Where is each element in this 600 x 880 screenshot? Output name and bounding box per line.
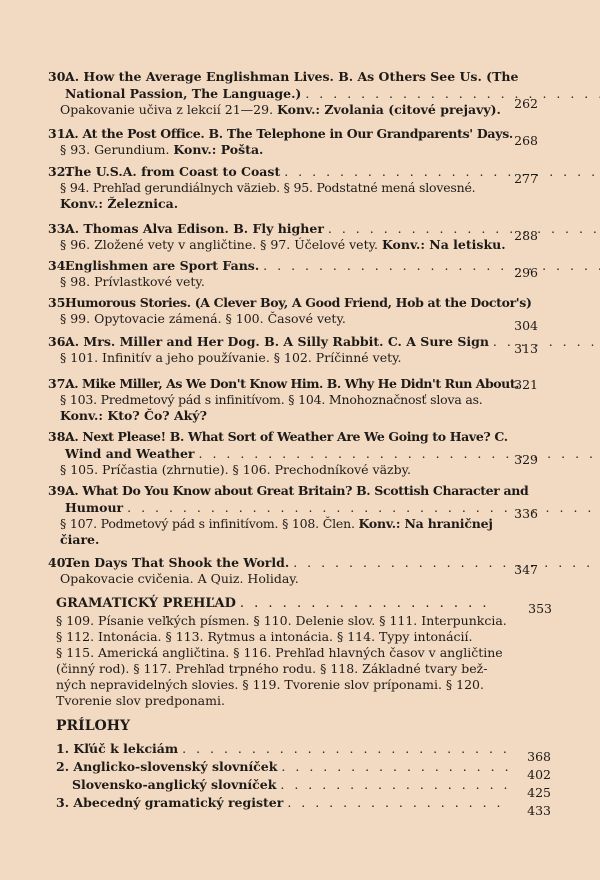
entry-number: 40. xyxy=(48,555,70,570)
entry-page: 336 xyxy=(514,506,538,521)
entry-title: A. Thomas Alva Edison. B. Fly higher xyxy=(65,221,324,236)
entry-sub: Opakovanie učiva z lekcií 21—29. xyxy=(60,102,274,117)
entry-sub-bold: Konv.: Kto? Čo? Aký? xyxy=(60,408,207,423)
entry-sub: § 105. Príčastia (zhrnutie). § 106. Prechodníkové väzby. xyxy=(60,462,412,477)
entry-sub: § 103. Predmetový pád s infinitívom. § 104. Mnohoznačnosť slova as. xyxy=(60,392,483,407)
grammar-body xyxy=(56,613,516,709)
appendix-page: 433 xyxy=(527,803,551,818)
toc-entry-30 xyxy=(48,68,550,118)
grammar-page: 353 xyxy=(528,601,552,616)
appendix-page: 402 xyxy=(527,767,551,782)
entry-number: 35. xyxy=(48,295,70,310)
entry-sub: § 99. Opytovacie zámená. § 100. Časové vety. xyxy=(60,311,346,326)
appendix-page: 368 xyxy=(527,749,551,764)
entry-number: 38. xyxy=(48,429,70,444)
entry-sub-bold: Konv.: Na letisku. xyxy=(381,237,506,252)
appendix-label: Slovensko-anglický slovníček xyxy=(72,777,277,792)
toc-entry-36 xyxy=(48,333,550,366)
entry-title-cont: Humour xyxy=(65,500,124,515)
grammar-line: Tvorenie slov predponami. xyxy=(56,693,225,708)
appendix-label: 2. Anglicko-slovenský slovníček xyxy=(56,759,278,774)
entry-sub: § 96. Zložené vety v angličtine. § 97. Účelové vety. xyxy=(60,237,378,252)
toc-entry-33 xyxy=(48,220,550,253)
entry-title: Englishmen are Sport Fans. xyxy=(65,258,260,273)
entry-sub: § 98. Prívlastkové vety. xyxy=(60,274,205,289)
entry-title-cont: National Passion, The Language.) xyxy=(65,86,302,101)
toc-entry-34 xyxy=(48,257,550,290)
entry-number: 39. xyxy=(48,483,70,498)
appendix-heading: PRÍLOHY xyxy=(56,718,130,734)
entry-number: 32. xyxy=(48,164,70,179)
entry-sub-bold-cont: čiare. xyxy=(60,532,100,547)
entry-sub-bold: Konv.: Zvolania (citové prejavy). xyxy=(277,102,501,117)
appendix-item xyxy=(56,741,551,764)
entry-page: 277 xyxy=(514,171,538,186)
toc-entry-38 xyxy=(48,428,550,478)
entry-title-cont: Wind and Weather xyxy=(65,446,195,461)
entry-title: A. What Do You Know about Great Britain? B. Scottish Character and xyxy=(65,483,529,498)
appendix-item xyxy=(56,759,551,782)
grammar-line: ných nepravidelných slovies. § 119. Tvorenie slov príponami. § 120. xyxy=(56,677,484,692)
entry-sub-bold: Konv.: Pošta. xyxy=(173,142,264,157)
entry-number: 36. xyxy=(48,334,70,349)
entry-page: 313 xyxy=(514,341,538,356)
grammar-line: (činný rod). § 117. Prehľad trpného rodu. § 118. Základné tvary bež- xyxy=(56,661,488,676)
entry-sub: § 94. Prehľad gerundiálnych väzieb. § 95. Podstatné mená slovesné. xyxy=(60,180,476,195)
toc-entry-31 xyxy=(48,125,550,158)
entry-page: 268 xyxy=(514,133,538,148)
entry-title: Ten Days That Shook the World. xyxy=(65,555,290,570)
entry-title: A. Mrs. Miller and Her Dog. B. A Silly Rabbit. C. A Sure Sign xyxy=(65,334,489,349)
entry-page: 296 xyxy=(514,265,538,280)
appendix-item xyxy=(56,795,551,818)
toc-entry-35 xyxy=(48,294,550,333)
entry-sub-bold: Konv.: Na hraničnej xyxy=(358,516,493,531)
entry-number: 34. xyxy=(48,258,70,273)
entry-sub-bold: Konv.: Železnica. xyxy=(60,196,179,211)
entry-page: 288 xyxy=(514,228,538,243)
entry-title: A. How the Average Englishman Lives. B. As Others See Us. (The xyxy=(65,69,519,84)
entry-sub: Opakovacie cvičenia. A Quiz. Holiday. xyxy=(60,571,299,586)
entry-sub: § 101. Infinitív a jeho používanie. § 102. Príčinné vety. xyxy=(60,350,402,365)
grammar-line: § 115. Americká angličtina. § 116. Prehľad hlavných časov v angličtine xyxy=(56,645,503,660)
entry-number: 33. xyxy=(48,221,70,236)
toc-entry-32 xyxy=(48,163,550,212)
grammar-line: § 112. Intonácia. § 113. Rytmus a intonácia. § 114. Typy intonácií. xyxy=(56,629,473,644)
appendix-item xyxy=(56,777,551,800)
entry-title: A. Mike Miller, As We Don't Know Him. B. Why He Didn't Run About. xyxy=(65,376,520,391)
appendix-label: 1. Kľúč k lekciám xyxy=(56,741,179,756)
entry-page: 329 xyxy=(514,452,538,467)
entry-sub: § 107. Podmetový pád s infinitívom. § 108. Člen. xyxy=(60,516,355,531)
entry-title: A. Next Please! B. What Sort of Weather Are We Going to Have? C. xyxy=(65,429,508,444)
entry-title: The U.S.A. from Coast to Coast xyxy=(65,164,281,179)
entry-sub: § 93. Gerundium. xyxy=(60,142,170,157)
entry-page: 321 xyxy=(514,377,538,392)
grammar-section xyxy=(56,596,496,611)
entry-page: 304 xyxy=(514,318,538,333)
toc-entry-40 xyxy=(48,554,550,587)
grammar-heading: GRAMATICKÝ PREHĽAD xyxy=(56,596,236,611)
entry-title: Humorous Stories. (A Clever Boy, A Good Friend, Hob at the Doctor's) xyxy=(65,295,532,310)
toc-entry-39 xyxy=(48,482,550,548)
entry-title: A. At the Post Office. B. The Telephone in Our Grandparents' Days. xyxy=(65,126,513,141)
entry-number: 30. xyxy=(48,69,70,84)
entry-page: 262 xyxy=(514,96,538,111)
entry-page: 347 xyxy=(514,562,538,577)
entry-number: 31. xyxy=(48,126,70,141)
appendix-page: 425 xyxy=(527,785,551,800)
appendix-label: 3. Abecedný gramatický register xyxy=(56,795,284,810)
toc-entry-37 xyxy=(48,375,550,424)
grammar-line: § 109. Písanie veľkých písmen. § 110. Delenie slov. § 111. Interpunkcia. xyxy=(56,613,507,628)
entry-number: 37. xyxy=(48,376,70,391)
